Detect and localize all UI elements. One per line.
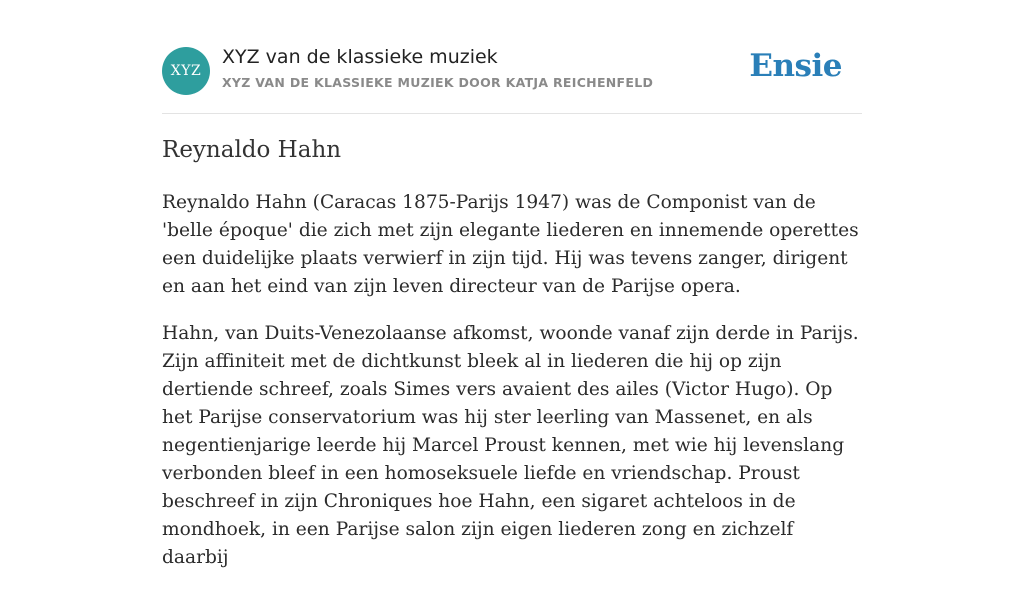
article-body [162,189,862,591]
site-header [162,46,862,96]
site-title[interactable]: XYZ van de klassieke muziek [222,46,498,68]
site-subtitle: XYZ VAN DE KLASSIEKE MUZIEK DOOR KATJA REICHENFELD [222,75,654,90]
article-title: Reynaldo Hahn [162,137,342,163]
article-paragraph: Reynaldo Hahn (Caracas 1875-Parijs 1947) was de Componist van de 'belle époque' die zich met zijn elegante liederen en innemende operettes een duidelijke plaats verwierf in zijn tijd. Hij was tevens zanger, dirigent en aan het eind van zijn leven directeur van de Parijse opera. [162,192,859,297]
article-paragraph: Hahn, van Duits-Venezolaanse afkomst, woonde vanaf zijn derde in Parijs. Zijn affiniteit met de dichtkunst bleek al in liederen die hij op zijn dertiende schreef, zoals Simes vers avaient des ailes (Victor Hugo). Op het Parijse conservatorium was hij ster leerling van Massenet, en als negentienjarige leerde hij Marcel Proust kennen, met wie hij levenslang verbonden bleef in een homoseksuele liefde en vriendschap. Proust beschreef in zijn Chroniques hoe Hahn, een sigaret achteloos in de mondhoek, in een Parijse salon zijn eigen liederen zong en zichzelf daarbij [162,323,859,568]
ensie-logo[interactable]: Ensie [749,48,842,84]
avatar[interactable]: XYZ [162,47,210,95]
page [162,0,862,568]
header-divider [162,113,862,114]
